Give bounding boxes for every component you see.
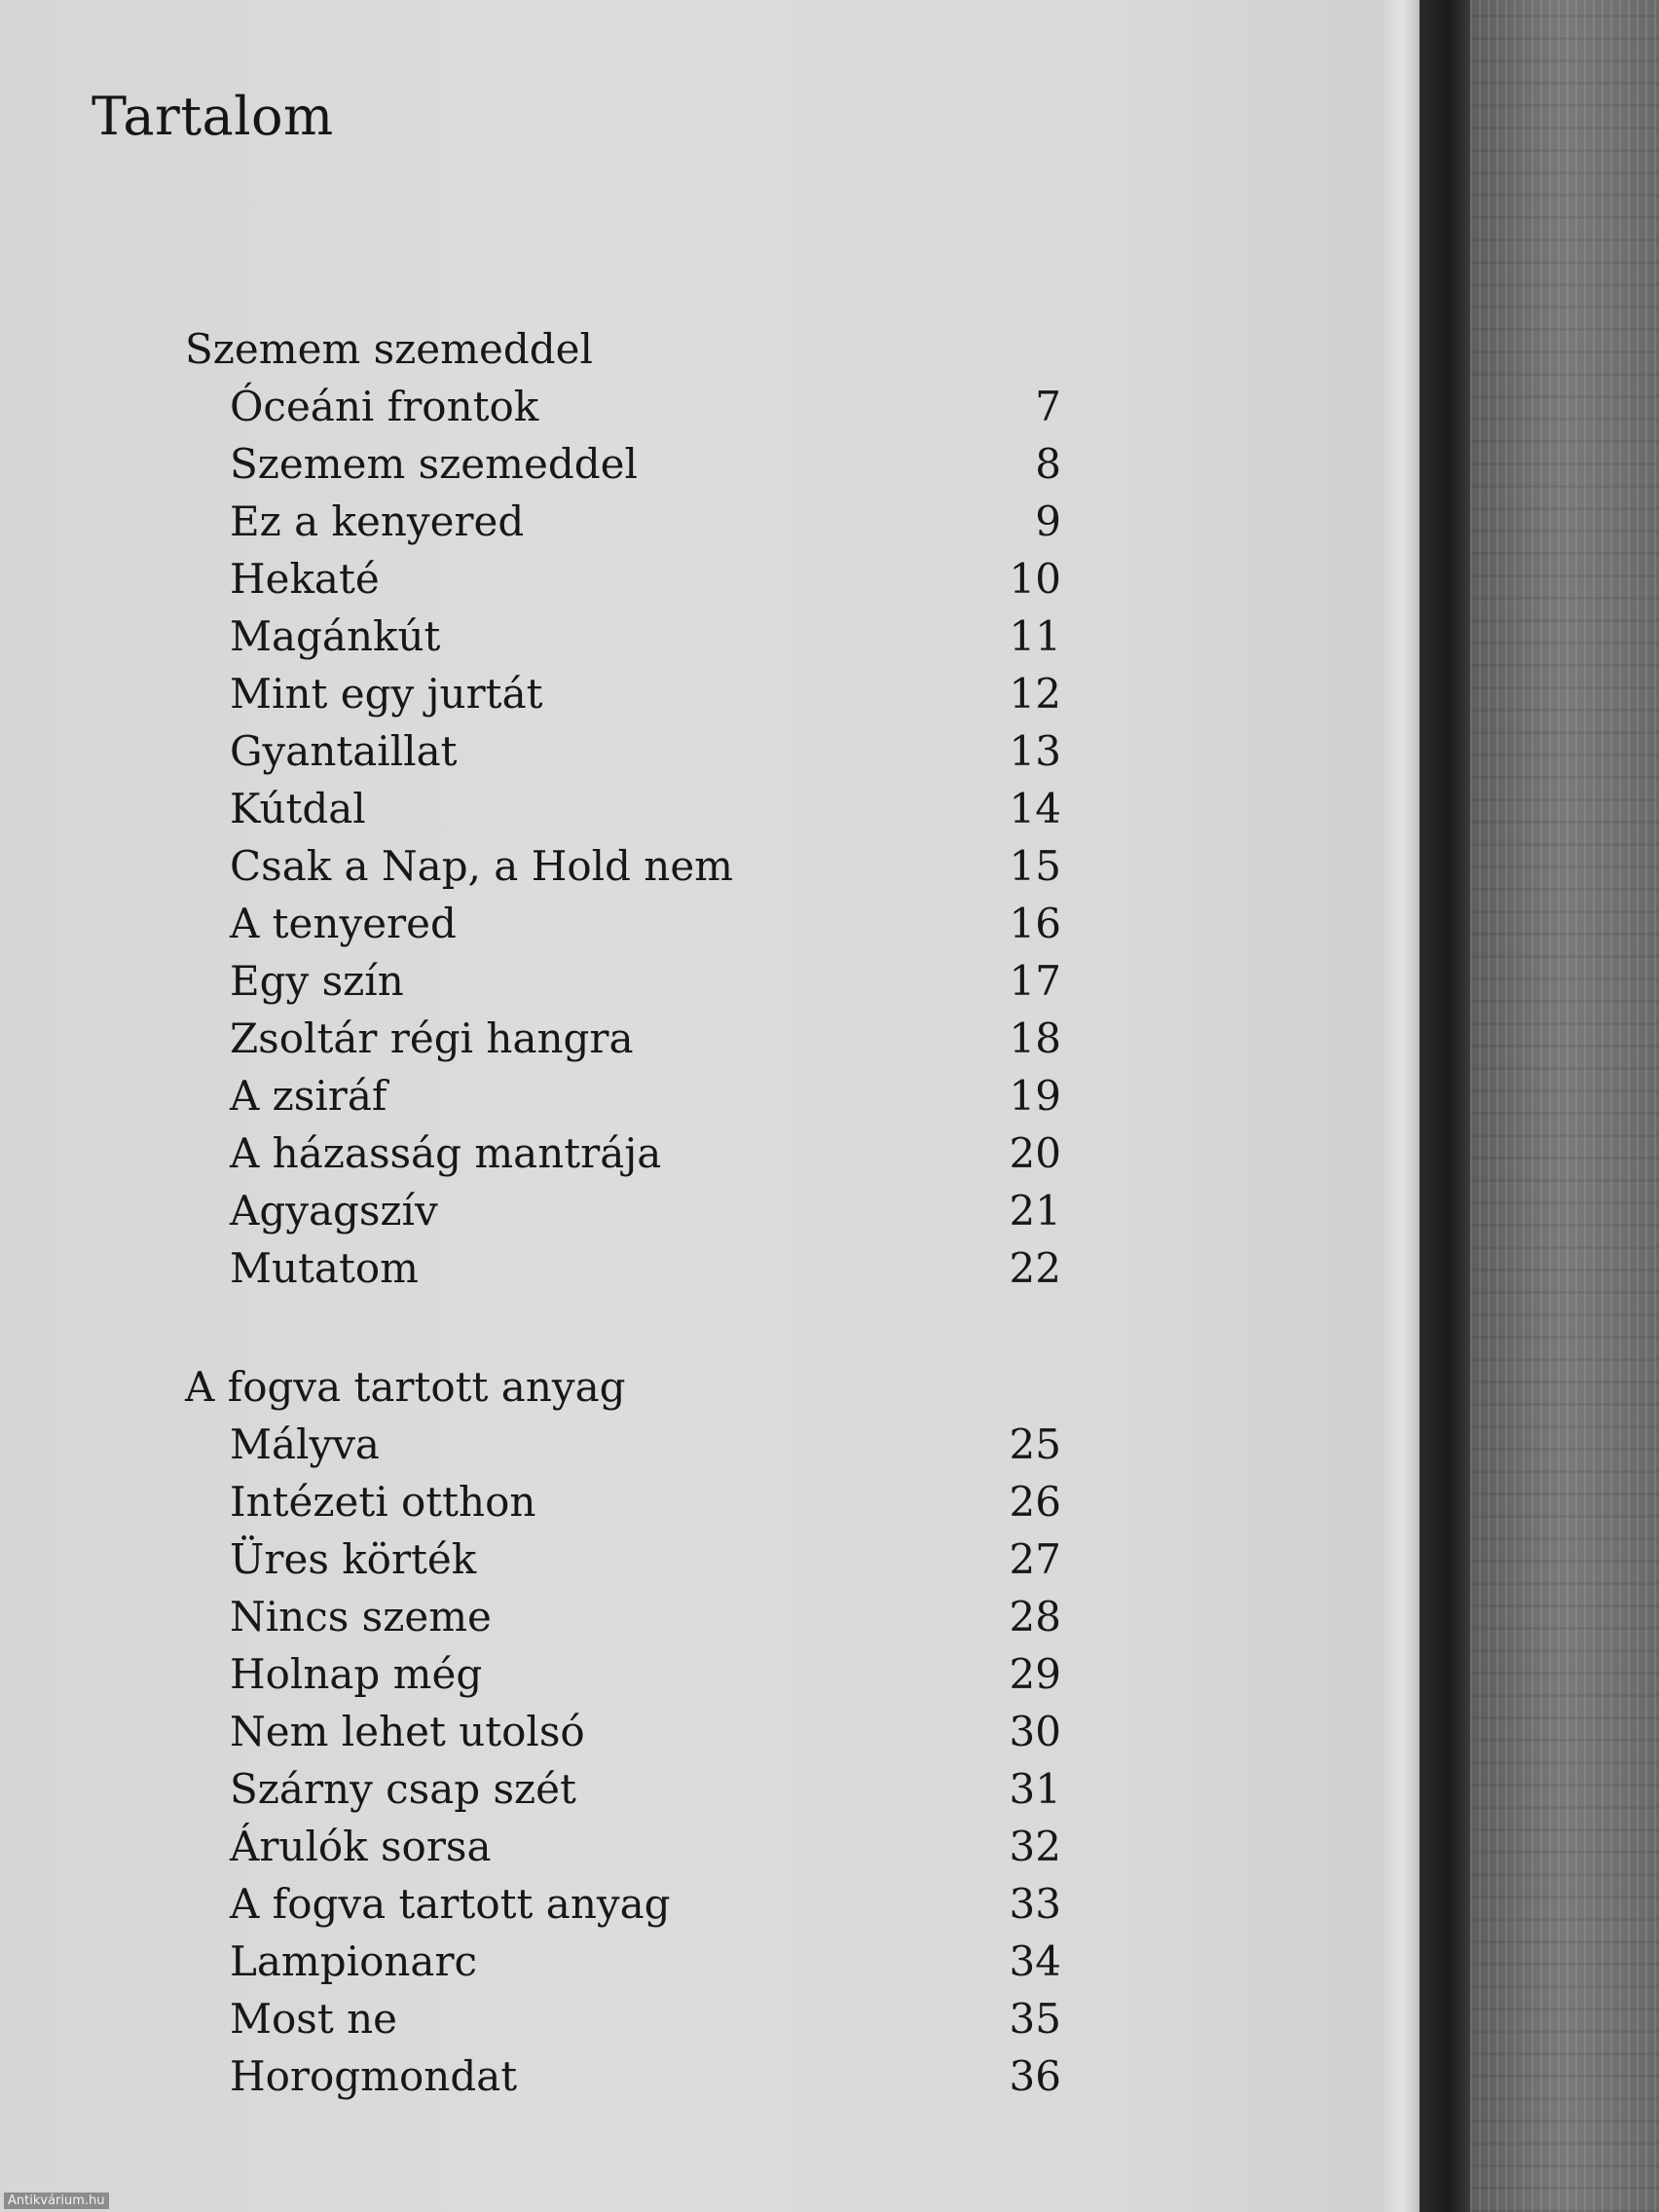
- entry-title: Holnap még: [230, 1650, 483, 1698]
- entry-page-number: 12: [1009, 670, 1061, 718]
- entry-title: Szárny csap szét: [230, 1765, 576, 1813]
- entry-page-number: 14: [1009, 785, 1061, 832]
- entry-title: Agyagszív: [230, 1187, 438, 1235]
- page-title: Tartalom: [92, 86, 334, 147]
- toc-entry: [185, 1818, 1061, 1875]
- book-cover-edge: [1419, 0, 1470, 2212]
- toc-list: [185, 378, 1061, 1297]
- toc-entry: [185, 1124, 1061, 1182]
- entry-page-number: 22: [1009, 1244, 1061, 1292]
- entry-page-number: 32: [1009, 1823, 1061, 1870]
- entry-title: A tenyered: [230, 900, 457, 947]
- toc-entry: [185, 1760, 1061, 1818]
- toc-entry: [185, 837, 1061, 895]
- entry-page-number: 30: [1009, 1708, 1061, 1755]
- entry-page-number: 9: [1035, 498, 1061, 545]
- entry-page-number: 34: [1009, 1937, 1061, 1985]
- watermark: Antikvárium.hu: [4, 2193, 109, 2209]
- toc-entry: [185, 1067, 1061, 1124]
- entry-title: Mint egy jurtát: [230, 670, 543, 718]
- wood-surface: [1470, 0, 1659, 2212]
- toc-entry: [185, 493, 1061, 550]
- entry-page-number: 15: [1009, 842, 1061, 890]
- entry-title: Lampionarc: [230, 1937, 478, 1985]
- toc-entry: [185, 780, 1061, 837]
- toc-entry: [185, 1990, 1061, 2047]
- entry-page-number: 33: [1009, 1880, 1061, 1928]
- toc-entry: [185, 1010, 1061, 1067]
- entry-page-number: 11: [1009, 612, 1061, 660]
- toc-entry: [185, 1703, 1061, 1760]
- entry-page-number: 13: [1009, 727, 1061, 775]
- entry-page-number: 21: [1009, 1187, 1061, 1235]
- entry-title: Intézeti otthon: [230, 1478, 536, 1526]
- section-szemem-szemeddel: [185, 321, 1061, 1297]
- toc-entry: [185, 1239, 1061, 1297]
- entry-page-number: 17: [1009, 957, 1061, 1005]
- toc-entry: [185, 1182, 1061, 1239]
- toc-entry: [185, 722, 1061, 780]
- toc-entry: [185, 435, 1061, 493]
- entry-title: Mutatom: [230, 1244, 419, 1292]
- toc-entry: [185, 1473, 1061, 1530]
- entry-title: Árulók sorsa: [230, 1823, 492, 1870]
- entry-title: Mályva: [230, 1420, 380, 1468]
- toc-entry: [185, 608, 1061, 665]
- entry-page-number: 10: [1009, 555, 1061, 603]
- page-edge: [1382, 0, 1421, 2212]
- section-fogva-tartott-anyag: [185, 1359, 1061, 2105]
- entry-page-number: 36: [1009, 2052, 1061, 2100]
- entry-title: Óceáni frontok: [230, 383, 539, 430]
- entry-title: Kútdal: [230, 785, 366, 832]
- entry-title: A házasság mantrája: [230, 1129, 662, 1177]
- entry-page-number: 8: [1035, 440, 1061, 488]
- entry-title: Szemem szemeddel: [230, 440, 638, 488]
- entry-page-number: 35: [1009, 1995, 1061, 2043]
- entry-page-number: 19: [1009, 1072, 1061, 1120]
- section-heading: A fogva tartott anyag: [185, 1363, 626, 1411]
- entry-page-number: 27: [1009, 1535, 1061, 1583]
- entry-page-number: 28: [1009, 1593, 1061, 1641]
- entry-page-number: 7: [1035, 383, 1061, 430]
- toc-entry: [185, 895, 1061, 952]
- toc-entry: [185, 1933, 1061, 1990]
- entry-title: Hekaté: [230, 555, 380, 603]
- toc-entry: [185, 1416, 1061, 1473]
- entry-title: Üres körték: [230, 1535, 477, 1583]
- entry-title: Zsoltár régi hangra: [230, 1014, 634, 1062]
- entry-page-number: 26: [1009, 1478, 1061, 1526]
- entry-title: A fogva tartott anyag: [230, 1880, 671, 1928]
- entry-title: Magánkút: [230, 612, 441, 660]
- toc-entry: [185, 665, 1061, 722]
- entry-page-number: 20: [1009, 1129, 1061, 1177]
- toc-entry: [185, 1645, 1061, 1703]
- entry-title: Csak a Nap, a Hold nem: [230, 842, 734, 890]
- entry-page-number: 29: [1009, 1650, 1061, 1698]
- entry-title: Gyantaillat: [230, 727, 458, 775]
- entry-page-number: 31: [1009, 1765, 1061, 1813]
- entry-title: Nincs szeme: [230, 1593, 492, 1641]
- entry-title: Nem lehet utolsó: [230, 1708, 585, 1755]
- toc-entry: [185, 2047, 1061, 2105]
- entry-title: Most ne: [230, 1995, 397, 2043]
- entry-title: Ez a kenyered: [230, 498, 525, 545]
- section-heading: Szemem szemeddel: [185, 325, 593, 373]
- toc-entry: [185, 1530, 1061, 1588]
- toc-entry: [185, 1588, 1061, 1645]
- toc-entry: [185, 378, 1061, 435]
- entry-page-number: 18: [1009, 1014, 1061, 1062]
- toc-entry: [185, 1875, 1061, 1933]
- entry-title: Horogmondat: [230, 2052, 518, 2100]
- toc-entry: [185, 550, 1061, 608]
- entry-title: A zsiráf: [230, 1072, 387, 1120]
- toc-list: [185, 1416, 1061, 2105]
- entry-page-number: 16: [1009, 900, 1061, 947]
- toc-entry: [185, 952, 1061, 1010]
- entry-page-number: 25: [1009, 1420, 1061, 1468]
- entry-title: Egy szín: [230, 957, 404, 1005]
